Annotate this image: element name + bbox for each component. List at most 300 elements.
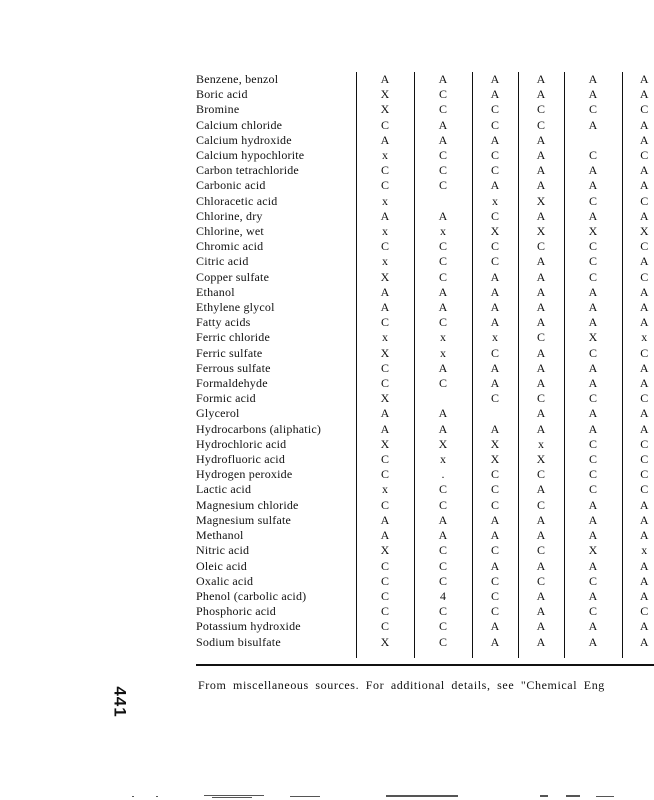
rating-cell: C [356,574,414,589]
table-row [196,559,654,574]
rating-cell: A [518,513,564,528]
rating-cell: C [356,559,414,574]
rating-cell [414,194,472,209]
chemical-name-cell: Formaldehyde [196,376,268,391]
chemical-name-cell: Methanol [196,528,244,543]
chemical-name-cell: Hydrocarbons (aliphatic) [196,421,322,436]
rating-cell: C [472,498,518,513]
rating-cell: A [564,163,622,178]
rating-cell: C [472,604,518,619]
rating-cell: A [414,209,472,224]
rating-cell [564,133,622,148]
rating-cell: A [622,87,654,102]
rating-cell: x [414,330,472,345]
table-row [196,87,654,102]
chemical-name-cell: Magnesium chloride [196,497,299,512]
rating-cell: C [518,391,564,406]
rating-cell: A [622,315,654,330]
rating-cell: C [472,209,518,224]
footnote: From miscellaneous sources. For additional details, see "Chemical Eng [198,678,605,692]
rating-cell: A [622,361,654,376]
rating-cell: A [518,346,564,361]
rating-cell: A [622,118,654,133]
table-row [196,163,654,178]
rating-cell: . [414,467,472,482]
rating-cell: C [564,270,622,285]
table-row [196,604,654,619]
rating-cell: C [564,452,622,467]
rating-cell: C [564,482,622,497]
rating-cell: C [356,361,414,376]
rating-cell: A [518,133,564,148]
rating-cell: C [518,239,564,254]
rating-cell: X [518,452,564,467]
chemical-name-cell: Calcium hydroxide [196,132,292,147]
rating-cell: A [414,72,472,87]
rating-cell: C [472,148,518,163]
rating-cell: C [356,467,414,482]
rating-cell: C [414,270,472,285]
rating-cell: A [622,178,654,193]
rating-cell: A [518,604,564,619]
rating-cell: C [356,619,414,634]
rating-cell: A [414,300,472,315]
rating-cell: C [564,604,622,619]
chemical-name-cell: Hydrogen peroxide [196,467,293,482]
rating-cell: C [564,437,622,452]
chemical-name-cell: Nitric acid [196,543,250,558]
rating-cell: A [356,285,414,300]
resistance-table [196,72,654,658]
rating-cell: A [356,209,414,224]
rating-cell: A [414,361,472,376]
table-row [196,194,654,209]
rating-cell: A [518,559,564,574]
rating-cell: x [622,543,654,558]
rating-cell: C [622,604,654,619]
rating-cell: C [564,148,622,163]
rating-cell: A [622,513,654,528]
table-row [196,346,654,361]
chemical-name-cell: Oxalic acid [196,573,254,588]
chemical-name-cell: Hydrofluoric acid [196,452,286,467]
rating-cell: A [472,513,518,528]
chemical-name-cell: Formic acid [196,391,256,406]
chemical-name-cell: Carbonic acid [196,178,266,193]
rating-cell: A [564,209,622,224]
rating-cell: C [518,102,564,117]
rating-cell: C [564,574,622,589]
rating-cell: C [518,543,564,558]
rating-cell: A [518,619,564,634]
rating-cell: A [414,118,472,133]
rating-cell: A [518,209,564,224]
rating-cell: C [564,346,622,361]
rating-cell: x [356,330,414,345]
rating-cell: C [564,194,622,209]
rating-cell: C [414,87,472,102]
rating-cell: A [564,635,622,658]
table-row [196,209,654,224]
rating-cell: C [564,467,622,482]
rating-cell: A [564,513,622,528]
rating-cell: C [414,315,472,330]
rating-cell: A [518,528,564,543]
rating-cell: A [518,361,564,376]
rating-cell: C [622,437,654,452]
rating-cell: C [622,148,654,163]
chemical-name-cell: Glycerol [196,406,240,421]
rating-cell: A [518,589,564,604]
rating-cell: C [414,163,472,178]
rating-cell: X [564,543,622,558]
rating-cell: A [564,406,622,421]
rating-cell: C [472,163,518,178]
rating-cell: A [518,270,564,285]
rating-cell: A [564,498,622,513]
rating-cell: A [414,528,472,543]
rating-cell: A [472,270,518,285]
rating-cell: C [414,543,472,558]
rating-cell: A [472,87,518,102]
rating-cell: C [622,102,654,117]
rating-cell: A [564,422,622,437]
rating-cell: A [472,559,518,574]
table-row [196,72,654,87]
rating-cell: C [472,239,518,254]
rating-cell: A [564,589,622,604]
table-row [196,148,654,163]
rating-cell: C [414,376,472,391]
rating-cell: A [518,72,564,87]
rating-cell: C [414,559,472,574]
rating-cell: C [472,589,518,604]
rating-cell: A [564,285,622,300]
chemical-name-cell: Ethanol [196,284,235,299]
rating-cell: A [356,528,414,543]
chemical-name-cell: Oleic acid [196,558,247,573]
rating-cell: X [356,635,414,658]
rating-cell: X [518,224,564,239]
rating-cell: C [472,391,518,406]
rating-cell: 4 [414,589,472,604]
chemical-name-cell: Lactic acid [196,482,252,497]
rating-cell: A [518,254,564,269]
table-row [196,376,654,391]
rating-cell: A [564,619,622,634]
rating-cell: X [414,437,472,452]
rating-cell: A [356,422,414,437]
rating-cell: X [564,224,622,239]
rating-cell: x [356,194,414,209]
rating-cell: A [622,72,654,87]
rating-cell: A [622,406,654,421]
table-row [196,102,654,117]
rating-cell: X [356,102,414,117]
rating-cell: C [472,482,518,497]
rating-cell: A [518,178,564,193]
rating-cell: X [472,437,518,452]
rating-cell: A [356,72,414,87]
rating-cell: C [472,543,518,558]
rating-cell: X [356,391,414,406]
rating-cell: x [356,482,414,497]
chemical-name-cell: Chloracetic acid [196,193,278,208]
rating-cell: C [472,118,518,133]
rating-cell: C [472,254,518,269]
rating-cell: A [472,178,518,193]
rating-cell: A [518,163,564,178]
rating-cell: A [414,422,472,437]
table-row [196,498,654,513]
rating-cell: C [356,589,414,604]
rating-cell: A [356,513,414,528]
rating-cell: x [356,224,414,239]
chemical-name-cell: Chlorine, dry [196,208,263,223]
rating-cell: A [518,315,564,330]
table-row [196,239,654,254]
chemical-name-cell: Ferrous sulfate [196,360,271,375]
rating-cell: A [472,285,518,300]
table-row [196,391,654,406]
chemical-name-cell: Calcium chloride [196,117,283,132]
rating-cell: A [472,376,518,391]
table-row [196,635,654,658]
rating-cell: A [564,87,622,102]
rating-cell: C [472,574,518,589]
rating-cell: C [414,619,472,634]
rating-cell: A [622,422,654,437]
chemical-name-cell: Phenol (carbolic acid) [196,588,307,603]
chemical-name-cell: Carbon tetrachloride [196,163,299,178]
chemical-name-cell: Benzene, benzol [196,72,279,86]
rating-cell: A [622,209,654,224]
rating-cell: A [414,513,472,528]
rating-cell: C [356,163,414,178]
table-row [196,619,654,634]
rating-cell: X [518,194,564,209]
rating-cell: A [564,376,622,391]
rating-cell: A [518,482,564,497]
rating-cell: A [414,406,472,421]
table-row [196,574,654,589]
rating-cell: C [472,346,518,361]
rating-cell: C [414,178,472,193]
table-row [196,330,654,345]
chemical-name-cell: Potassium hydroxide [196,619,301,634]
chemical-name-cell: Citric acid [196,254,249,269]
rating-cell: x [472,330,518,345]
table-row [196,406,654,421]
chemical-name-cell: Sodium bisulfate [196,634,281,649]
rating-cell: C [356,178,414,193]
rating-cell: C [414,635,472,658]
rating-cell: A [472,72,518,87]
rating-cell: C [414,148,472,163]
rating-cell: A [518,406,564,421]
chemical-name-cell: Ferric chloride [196,330,270,345]
table-row [196,118,654,133]
table-row [196,178,654,193]
rating-cell [414,391,472,406]
table-row [196,361,654,376]
rating-cell: A [564,315,622,330]
rating-cell: C [518,330,564,345]
rating-cell: C [564,254,622,269]
rating-cell: x [472,194,518,209]
rating-cell: A [622,163,654,178]
rating-cell: A [356,300,414,315]
rating-cell: x [356,148,414,163]
rating-cell: C [622,239,654,254]
chemical-name-cell: Copper sulfate [196,269,270,284]
chemical-name-cell: Ferric sulfate [196,345,263,360]
rating-cell: A [564,528,622,543]
rating-cell: X [472,224,518,239]
rating-cell: A [564,118,622,133]
rating-cell: A [472,635,518,658]
rating-cell: C [414,102,472,117]
rating-cell: A [518,300,564,315]
rating-cell: C [414,254,472,269]
rating-cell: C [356,452,414,467]
rating-cell: A [564,361,622,376]
rating-cell: A [622,635,654,658]
rating-cell: A [564,559,622,574]
rating-cell: A [622,300,654,315]
table-row [196,270,654,285]
table-row [196,513,654,528]
scan-artifact-strip [0,790,654,800]
rating-cell: C [518,574,564,589]
rating-cell: X [356,346,414,361]
rating-cell: X [622,224,654,239]
chemical-name-cell: Bromine [196,102,240,117]
rating-cell: C [518,118,564,133]
table-row [196,224,654,239]
rating-cell: A [622,574,654,589]
rating-cell: A [518,635,564,658]
rating-cell: X [472,452,518,467]
rating-cell: C [414,604,472,619]
table-row [196,315,654,330]
rating-cell: C [472,102,518,117]
table-row [196,467,654,482]
table-row [196,589,654,604]
rating-cell: C [622,452,654,467]
rating-cell: C [414,239,472,254]
chemical-name-cell: Ethylene glycol [196,300,275,315]
rating-cell: x [622,330,654,345]
rating-cell: A [518,87,564,102]
table-bottom-rule [196,664,654,666]
rating-cell: C [356,118,414,133]
rating-cell: A [472,361,518,376]
rating-cell: C [622,467,654,482]
rating-cell: A [518,376,564,391]
rating-cell: x [414,346,472,361]
rating-cell: A [472,133,518,148]
table-body [196,72,654,658]
rating-cell: A [622,285,654,300]
rating-cell: C [472,467,518,482]
rating-cell: A [622,498,654,513]
table-row [196,133,654,148]
rating-cell: X [356,87,414,102]
rating-cell: C [518,498,564,513]
rating-cell: A [472,619,518,634]
chemical-name-cell: Magnesium sulfate [196,512,292,527]
rating-cell: x [518,437,564,452]
rating-cell: A [622,528,654,543]
rating-cell: C [414,574,472,589]
rating-cell: C [622,391,654,406]
chemical-resistance-table [196,72,654,658]
rating-cell: A [518,148,564,163]
rating-cell: A [564,178,622,193]
rating-cell: X [356,270,414,285]
chemical-name-cell: Fatty acids [196,315,251,330]
rating-cell: C [622,346,654,361]
rating-cell: C [356,498,414,513]
rating-cell: A [414,133,472,148]
rating-cell: x [414,452,472,467]
rating-cell: C [564,102,622,117]
table-row [196,528,654,543]
table-row [196,300,654,315]
rating-cell: A [414,285,472,300]
rating-cell: A [622,559,654,574]
rating-cell: A [564,72,622,87]
rating-cell: A [518,285,564,300]
rating-cell: A [472,422,518,437]
rating-cell: A [356,133,414,148]
table-row [196,422,654,437]
chemical-name-cell: Phosphoric acid [196,604,276,619]
chemical-name-cell: Hydrochloric acid [196,436,287,451]
rating-cell: C [356,376,414,391]
rating-cell: A [622,619,654,634]
chemical-name-cell: Chromic acid [196,239,264,254]
rating-cell: X [356,543,414,558]
rating-cell: A [564,300,622,315]
rating-cell: A [472,315,518,330]
rating-cell: C [414,498,472,513]
rating-cell: X [564,330,622,345]
rating-cell: C [622,270,654,285]
rating-cell: C [356,604,414,619]
rating-cell: C [564,239,622,254]
chemical-name-cell: Boric acid [196,87,248,102]
rating-cell [472,406,518,421]
table-row [196,254,654,269]
rating-cell: C [622,194,654,209]
rating-cell: x [414,224,472,239]
chemical-name-cell: Chlorine, wet [196,224,264,239]
table-row [196,452,654,467]
rating-cell: C [622,482,654,497]
rating-cell: C [356,239,414,254]
page-number: 441 [110,686,130,718]
table-row [196,543,654,558]
table-row [196,437,654,452]
rating-cell: A [472,300,518,315]
chemical-name-cell: Calcium hypochlorite [196,148,305,163]
rating-cell: A [622,376,654,391]
rating-cell: x [356,254,414,269]
rating-cell: A [622,254,654,269]
rating-cell: C [564,391,622,406]
